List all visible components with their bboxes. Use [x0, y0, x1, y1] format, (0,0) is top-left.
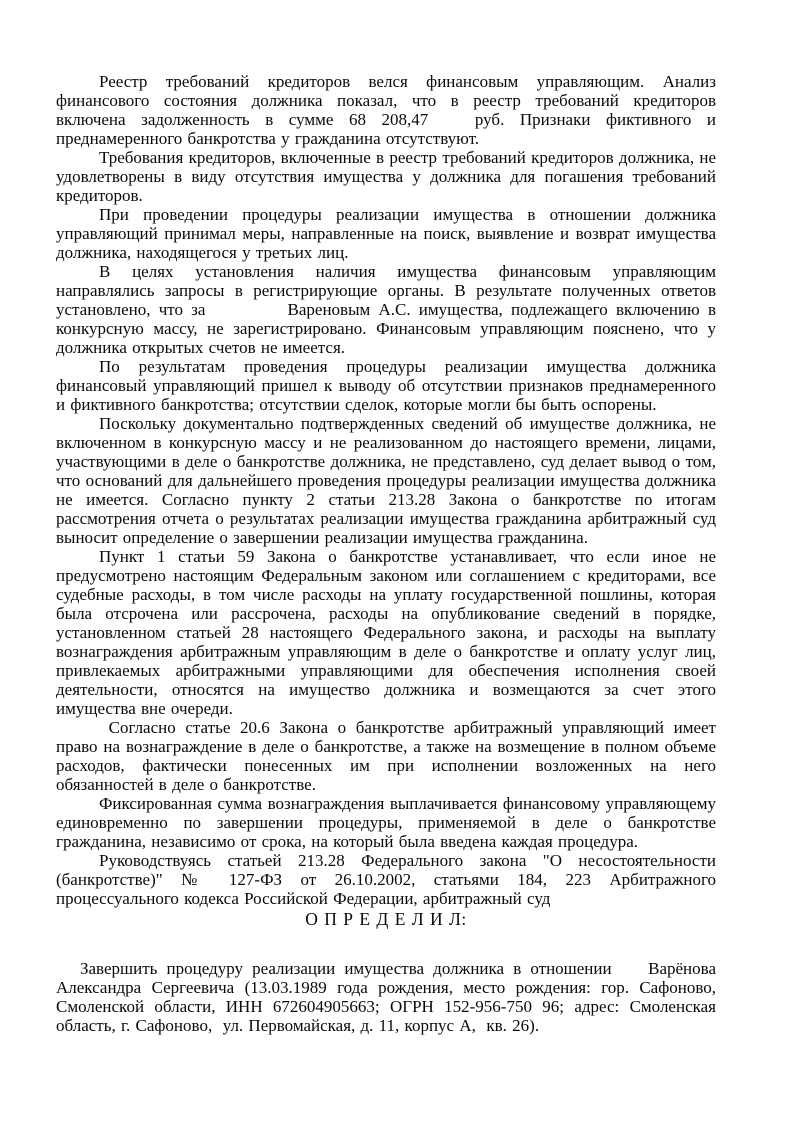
- paragraph-asset-search-measures: При проведении процедуры реализации имущества в отношении должника управляющий принимал меры, направленные на поиск, выявление и возврат имущества должника, находящегося у третьих лиц.: [56, 205, 716, 262]
- paragraph-registry-inquiries: В целях установления наличия имущества финансовым управляющим направлялись запросы в регистрирующие органы. В результате полученных ответов установлено, что за Вареновым А.С. имущества, подлежащего включению в конкурсную массу, не зарегистрировано. Финансовым управляющим пояснено, что у должника открытых счетов не имеется.: [56, 262, 716, 357]
- paragraph-article-59: Пункт 1 статьи 59 Закона о банкротстве устанавливает, что если иное не предусмотрено настоящим Федеральным законом или соглашением с кредиторами, все судебные расходы, в том числе расходы на уплату государственной пошлины, которая была отсрочена или рассрочена, расходы на опубликование сведений в порядке, установленном статьей 28 настоящего Федерального закона, и расходы на выплату вознаграждения арбитражным управляющим в деле о банкротстве и оплату услуг лиц, привлекаемых арбитражными управляющими для обеспечения исполнения своей деятельности, относятся на имущество должника и возмещаются за счет этого имущества вне очереди.: [56, 547, 716, 718]
- paragraph-fixed-remuneration: Фиксированная сумма вознаграждения выплачивается финансовому управляющему единовременно по завершении процедуры, применяемой в деле о банкротстве гражданина, независимо от срока, на который была введена каждая процедура.: [56, 794, 716, 851]
- paragraph-article-20-6: Согласно статье 20.6 Закона о банкротстве арбитражный управляющий имеет право на вознаграждение в деле о банкротстве, а также на возмещение в полном объеме расходов, фактически понесенных им при исполнении возложенных на него обязанностей в деле о банкротстве.: [56, 718, 716, 794]
- paragraph-register-of-claims: Реестр требований кредиторов велся финансовым управляющим. Анализ финансового состояния должника показал, что в реестр требований кредиторов включена задолженность в сумме 68 208,47 руб. Признаки фиктивного и преднамеренного банкротства у гражданина отсутствуют.: [56, 72, 716, 148]
- paragraph-guided-by: Руководствуясь статьей 213.28 Федерального закона "О несостоятельности (банкротстве)" № 127-ФЗ от 26.10.2002, статьями 184, 223 Арбитражного процессуального кодекса Российской Федерации, арбитражный суд: [56, 851, 716, 908]
- resolution-heading: О П Р Е Д Е Л И Л:: [305, 909, 467, 929]
- paragraph-claims-not-satisfied: Требования кредиторов, включенные в реестр требований кредиторов должника, не удовлетворены в виду отсутствия имущества у должника для погашения требований кредиторов.: [56, 148, 716, 205]
- paragraph-manager-conclusion: По результатам проведения процедуры реализации имущества должника финансовый управляющий пришел к выводу об отсутствии признаков преднамеренного и фиктивного банкротства; отсутствии сделок, которые могли бы быть оспорены.: [56, 357, 716, 414]
- paragraph-court-conclusion: Поскольку документально подтвержденных сведений об имуществе должника, не включенном в конкурсную массу и не реализованном до настоящего времени, лицами, участвующими в деле о банкротстве должника, не представлено, суд делает вывод о том, что оснований для дальнейшего проведения процедуры реализации имущества должника не имеется. Согласно пункту 2 статьи 213.28 Закона о банкротстве по итогам рассмотрения отчета о результатах реализации имущества гражданина арбитражный суд выносит определение о завершении реализации имущества гражданина.: [56, 414, 716, 547]
- resolution-paragraph: Завершить процедуру реализации имущества должника в отношении Варёнова Александра Сергеевича (13.03.1989 года рождения, место рождения: гор. Сафоново, Смоленской области, ИНН 672604905663; ОГРН 152-956-750 96; адрес: Смоленская область, г. Сафоново, ул. Первомайская, д. 11, корпус А, кв. 26).: [56, 959, 716, 1035]
